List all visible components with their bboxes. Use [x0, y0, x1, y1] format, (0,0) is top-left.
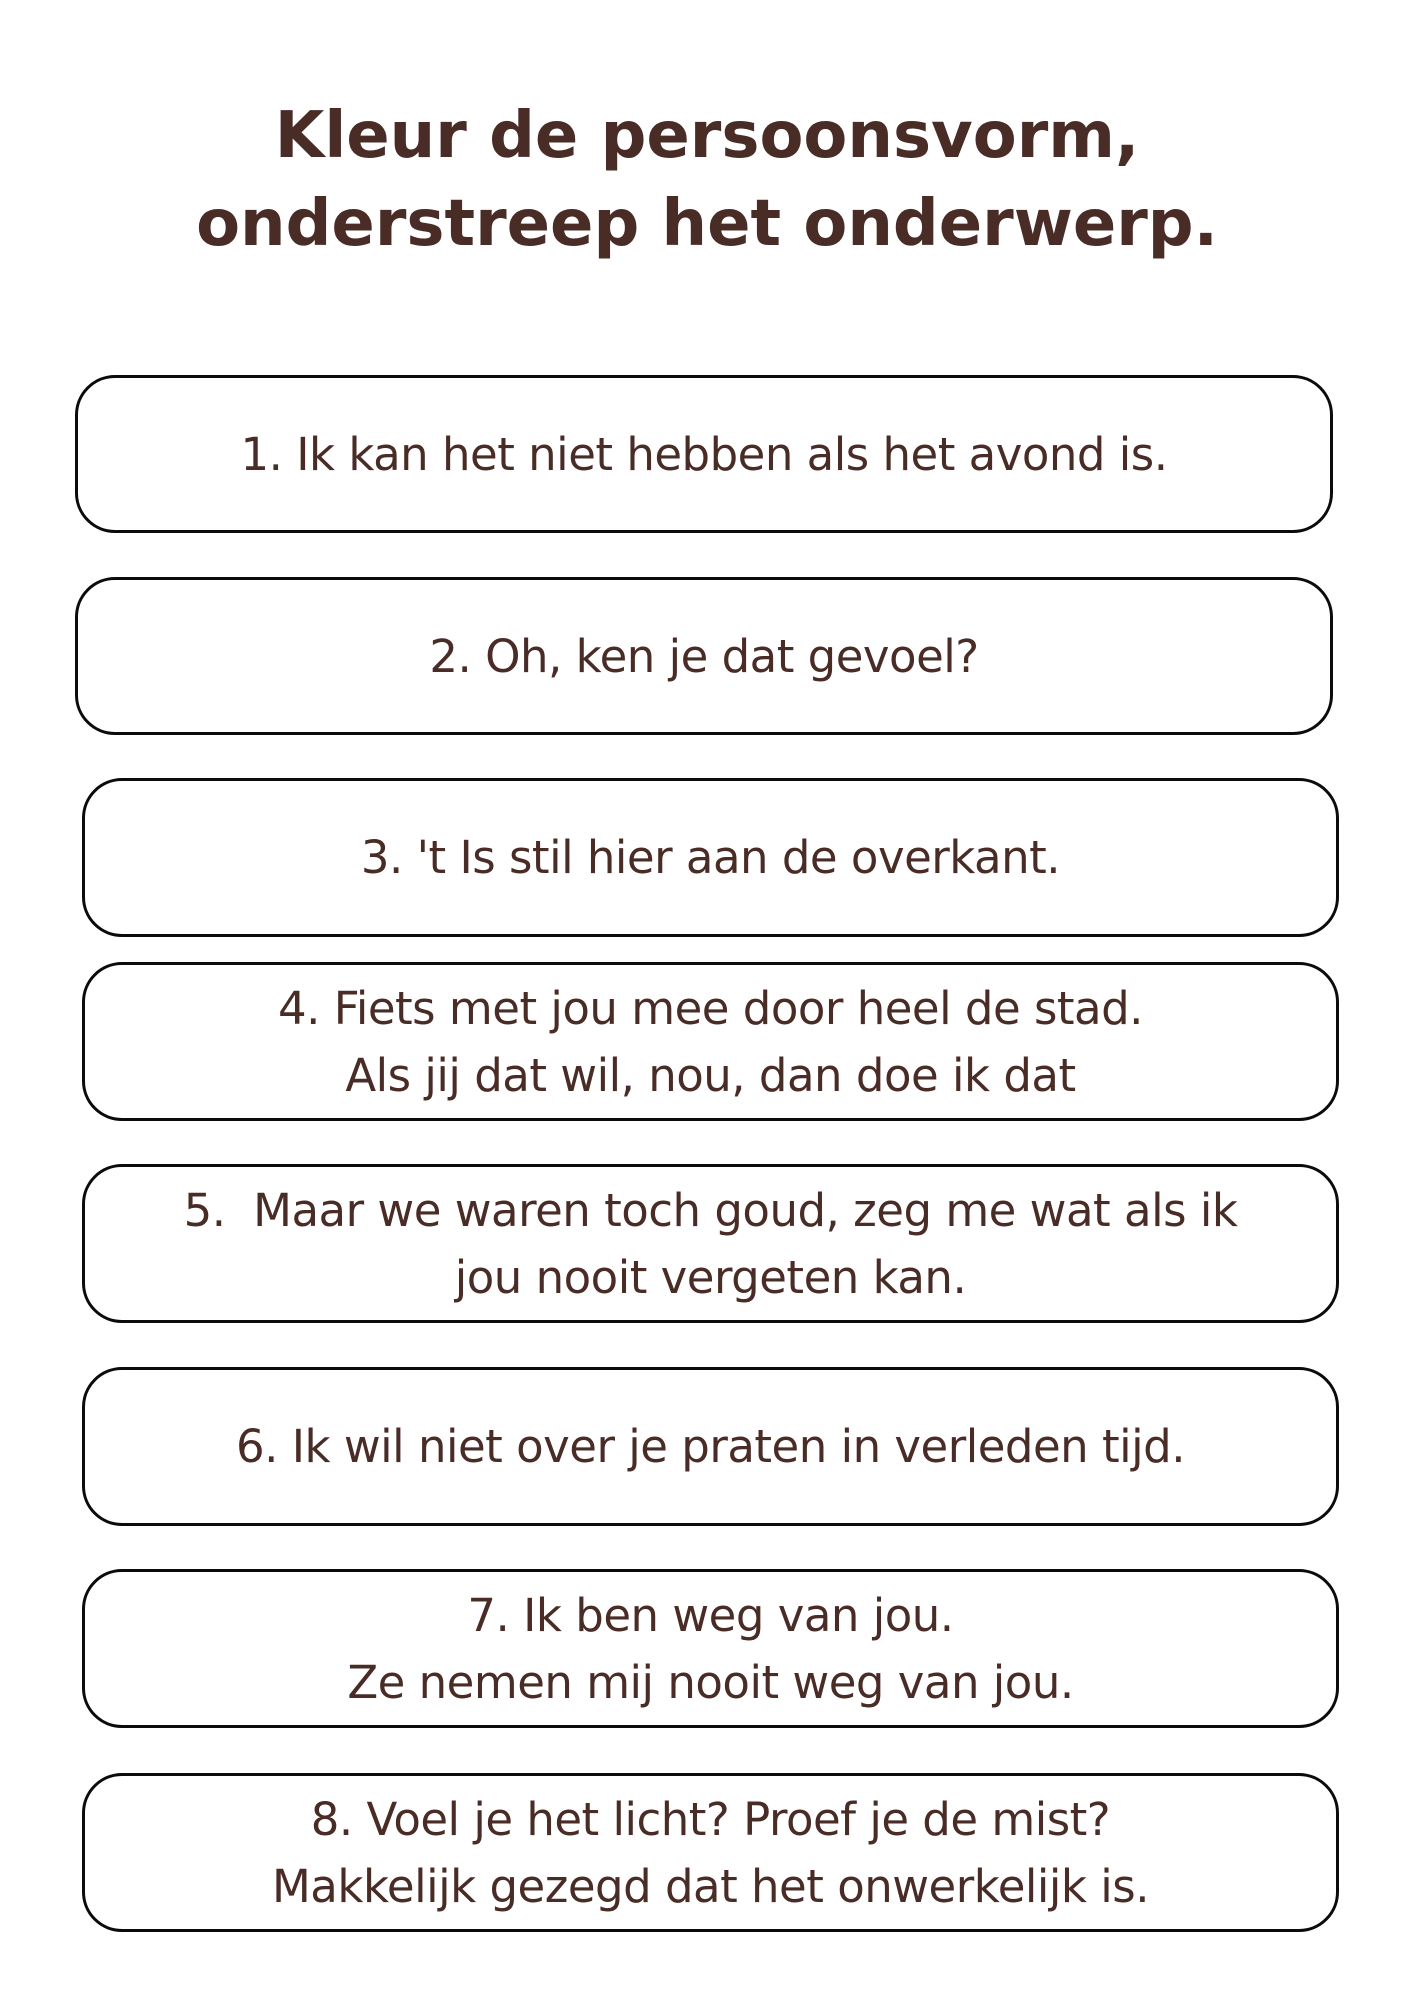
sentence-text: 3. 't Is stil hier aan de overkant. — [360, 831, 1061, 884]
sentence-text-line-2: Makkelijk gezegd dat het onwerkelijk is. — [271, 1859, 1149, 1913]
sentence-text-line-1: 5. Maar we waren toch goud, zeg me wat als ik — [183, 1183, 1238, 1237]
sentence-text-line-2: Als jij dat wil, nou, dan doe ik dat — [345, 1048, 1076, 1102]
sentence-box-1 — [75, 375, 1333, 533]
sentence-text: 1. Ik kan het niet hebben als het avond is. — [240, 427, 1168, 481]
sentence-box-2 — [75, 577, 1333, 735]
sentence-text-line-1: 7. Ik ben weg van jou. — [467, 1588, 954, 1642]
page-title — [0, 92, 1414, 268]
sentence-box-8 — [82, 1773, 1339, 1932]
sentence-text: 2. Oh, ken je dat gevoel? — [429, 629, 979, 683]
sentence-text-line-1: 4. Fiets met jou mee door heel de stad. — [278, 981, 1143, 1035]
sentence-text-line-1: 8. Voel je het licht? Proef je de mist? — [310, 1792, 1111, 1846]
sentence-text-line-2: jou nooit vergeten kan. — [454, 1250, 967, 1304]
title-line-2: onderstreep het onderwerp. — [196, 187, 1218, 261]
sentence-box-4 — [82, 962, 1339, 1121]
sentence-text: 6. Ik wil niet over je praten in verleden tijd. — [235, 1420, 1185, 1473]
sentence-box-6 — [82, 1367, 1339, 1526]
sentence-box-7 — [82, 1569, 1339, 1728]
sentence-box-3 — [82, 778, 1339, 937]
title-line-1: Kleur de persoonsvorm, — [274, 99, 1140, 173]
sentence-text-line-2: Ze nemen mij nooit weg van jou. — [347, 1655, 1074, 1709]
sentence-box-5 — [82, 1164, 1339, 1323]
